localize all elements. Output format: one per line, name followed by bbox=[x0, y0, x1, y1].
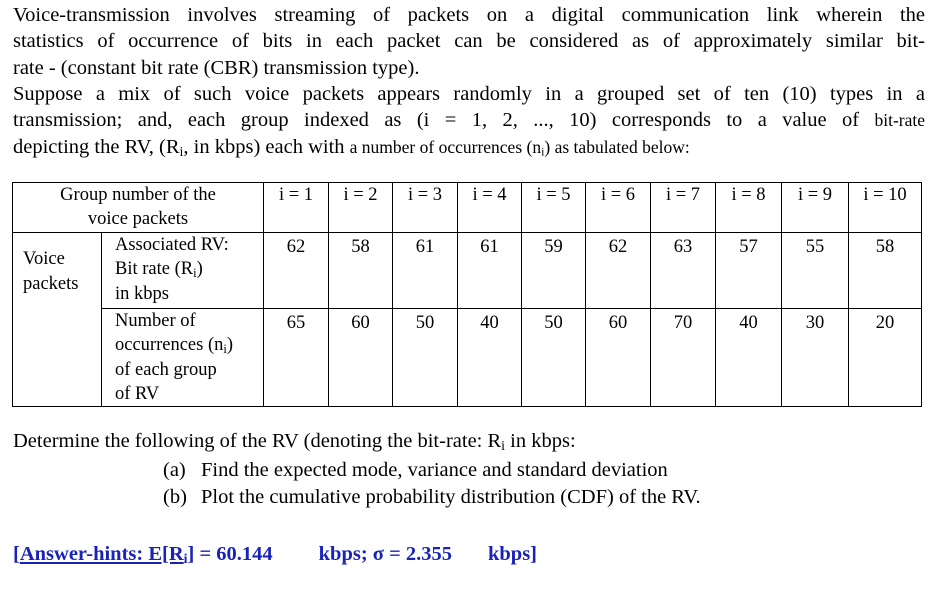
setup-line-3-text-b: , in kbps) each with bbox=[183, 135, 350, 158]
rv-row bbox=[13, 232, 922, 308]
setup-line-3 bbox=[13, 134, 925, 160]
intro-line-3: rate - (constant bit rate (CBR) transmission type). bbox=[13, 56, 420, 79]
answer-unit-end: kbps] bbox=[488, 543, 538, 565]
setup-paragraph bbox=[13, 81, 925, 160]
group-header-line-2: voice packets bbox=[87, 209, 189, 230]
group-number-header bbox=[13, 183, 264, 233]
index-header-1: i = 1 bbox=[264, 183, 329, 233]
rv-value-4: 61 bbox=[458, 232, 522, 308]
index-header-10: i = 10 bbox=[849, 183, 922, 233]
occ-label-line-1: Number of bbox=[115, 310, 196, 331]
setup-line-2-text: transmission; and, each group indexed as (i = 1, 2, ..., 10) corresponds to a value of bbox=[13, 109, 875, 132]
answer-unit-sigma: kbps; σ = 2.355 bbox=[318, 543, 452, 565]
answer-hint-close: ] bbox=[187, 543, 195, 565]
answer-open-bracket: [ bbox=[13, 543, 20, 565]
part-b-text: Plot the cumulative probability distribution (CDF) of the RV. bbox=[201, 486, 701, 508]
occ-value-9: 30 bbox=[782, 308, 849, 407]
setup-line-3-end: ) as tabulated below: bbox=[544, 136, 690, 157]
rv-value-2: 58 bbox=[329, 232, 393, 308]
part-a bbox=[163, 457, 668, 483]
group-header-line-1: Group number of the bbox=[60, 185, 216, 205]
intro-line-1: Voice-transmission involves streaming of packets on a digital communication link wherein the bbox=[13, 4, 925, 26]
question-text bbox=[13, 428, 576, 454]
index-header-5: i = 5 bbox=[522, 183, 586, 233]
setup-line-2 bbox=[13, 107, 925, 133]
occ-value-1: 65 bbox=[264, 308, 329, 407]
occ-label-line-2 bbox=[115, 333, 263, 357]
index-header-3: i = 3 bbox=[393, 183, 458, 233]
occ-value-4: 40 bbox=[458, 308, 522, 407]
rv-label-line-3: in kbps bbox=[115, 283, 169, 304]
rv-value-5: 59 bbox=[522, 232, 586, 308]
occ-label-sub: i bbox=[223, 341, 227, 356]
rv-label-close: ) bbox=[196, 259, 203, 280]
rv-value-1: 62 bbox=[264, 232, 329, 308]
rv-value-10: 58 bbox=[849, 232, 922, 308]
question-text-a: Determine the following of the RV (denoting the bit-rate: R bbox=[13, 430, 502, 452]
voice-label-line-2: packets bbox=[23, 273, 79, 294]
part-b-tag: (b) bbox=[163, 486, 187, 508]
voice-packet-table bbox=[12, 182, 922, 407]
occ-value-7: 70 bbox=[651, 308, 716, 407]
rv-value-7: 63 bbox=[651, 232, 716, 308]
rv-value-3: 61 bbox=[393, 232, 458, 308]
occ-value-5: 50 bbox=[522, 308, 586, 407]
setup-line-1: Suppose a mix of such voice packets appears randomly in a grouped set of ten (10) types in a bbox=[13, 83, 925, 105]
answer-hint-text: Answer-hints: E[R bbox=[19, 543, 184, 565]
index-header-9: i = 9 bbox=[782, 183, 849, 233]
occ-label-line-4: of RV bbox=[115, 384, 160, 405]
answer-hint-sub: i bbox=[183, 552, 188, 568]
rv-value-9: 55 bbox=[782, 232, 849, 308]
index-header-4: i = 4 bbox=[458, 183, 522, 233]
answer-hints bbox=[13, 541, 537, 567]
index-header-2: i = 2 bbox=[329, 183, 393, 233]
setup-line-3-sub: i bbox=[179, 144, 184, 160]
question-sub: i bbox=[501, 439, 506, 455]
rv-label-line-2 bbox=[115, 257, 263, 281]
voice-packets-label bbox=[13, 232, 102, 407]
index-header-8: i = 8 bbox=[716, 183, 782, 233]
part-a-text: Find the expected mode, variance and standard deviation bbox=[201, 459, 668, 481]
intro-paragraph bbox=[13, 2, 925, 81]
intro-line-2: statistics of occurrence of bits in each packet can be considered as of approximately similar bit- bbox=[13, 30, 925, 53]
question-text-b: in kbps: bbox=[505, 430, 576, 452]
voice-label-line-1: Voice bbox=[23, 249, 65, 270]
part-b bbox=[163, 484, 701, 510]
occ-value-6: 60 bbox=[586, 308, 651, 407]
occ-label-line-3: of each group bbox=[115, 359, 217, 380]
occ-value-3: 50 bbox=[393, 308, 458, 407]
rv-label bbox=[102, 232, 264, 308]
part-a-tag: (a) bbox=[163, 459, 186, 481]
occ-value-8: 40 bbox=[716, 308, 782, 407]
rv-label-bitrate: Bit rate (R bbox=[115, 259, 194, 280]
occ-value-2: 60 bbox=[329, 308, 393, 407]
occurrence-row bbox=[13, 308, 922, 407]
rv-value-8: 57 bbox=[716, 232, 782, 308]
setup-line-2-bitrate: bit-rate bbox=[874, 110, 925, 131]
occ-label-close: ) bbox=[226, 335, 234, 356]
rv-value-6: 62 bbox=[586, 232, 651, 308]
index-header-6: i = 6 bbox=[586, 183, 651, 233]
answer-hint-label bbox=[13, 543, 195, 568]
answer-mean: = 60.144 bbox=[194, 543, 273, 565]
setup-line-3-text-c bbox=[350, 137, 690, 157]
table-header-row bbox=[13, 183, 922, 233]
setup-line-3-text-a: depicting the RV, (R bbox=[13, 135, 180, 158]
rv-label-line-1: Associated RV: bbox=[115, 234, 229, 255]
occurrence-label bbox=[102, 308, 264, 407]
index-header-7: i = 7 bbox=[651, 183, 716, 233]
rv-label-sub: i bbox=[193, 265, 197, 280]
occ-value-10: 20 bbox=[849, 308, 922, 407]
setup-line-3-sub2: i bbox=[541, 144, 545, 159]
setup-line-3-occ: a number of occurrences (n bbox=[349, 136, 542, 157]
occ-label-occurrences: occurrences (n bbox=[115, 335, 224, 356]
